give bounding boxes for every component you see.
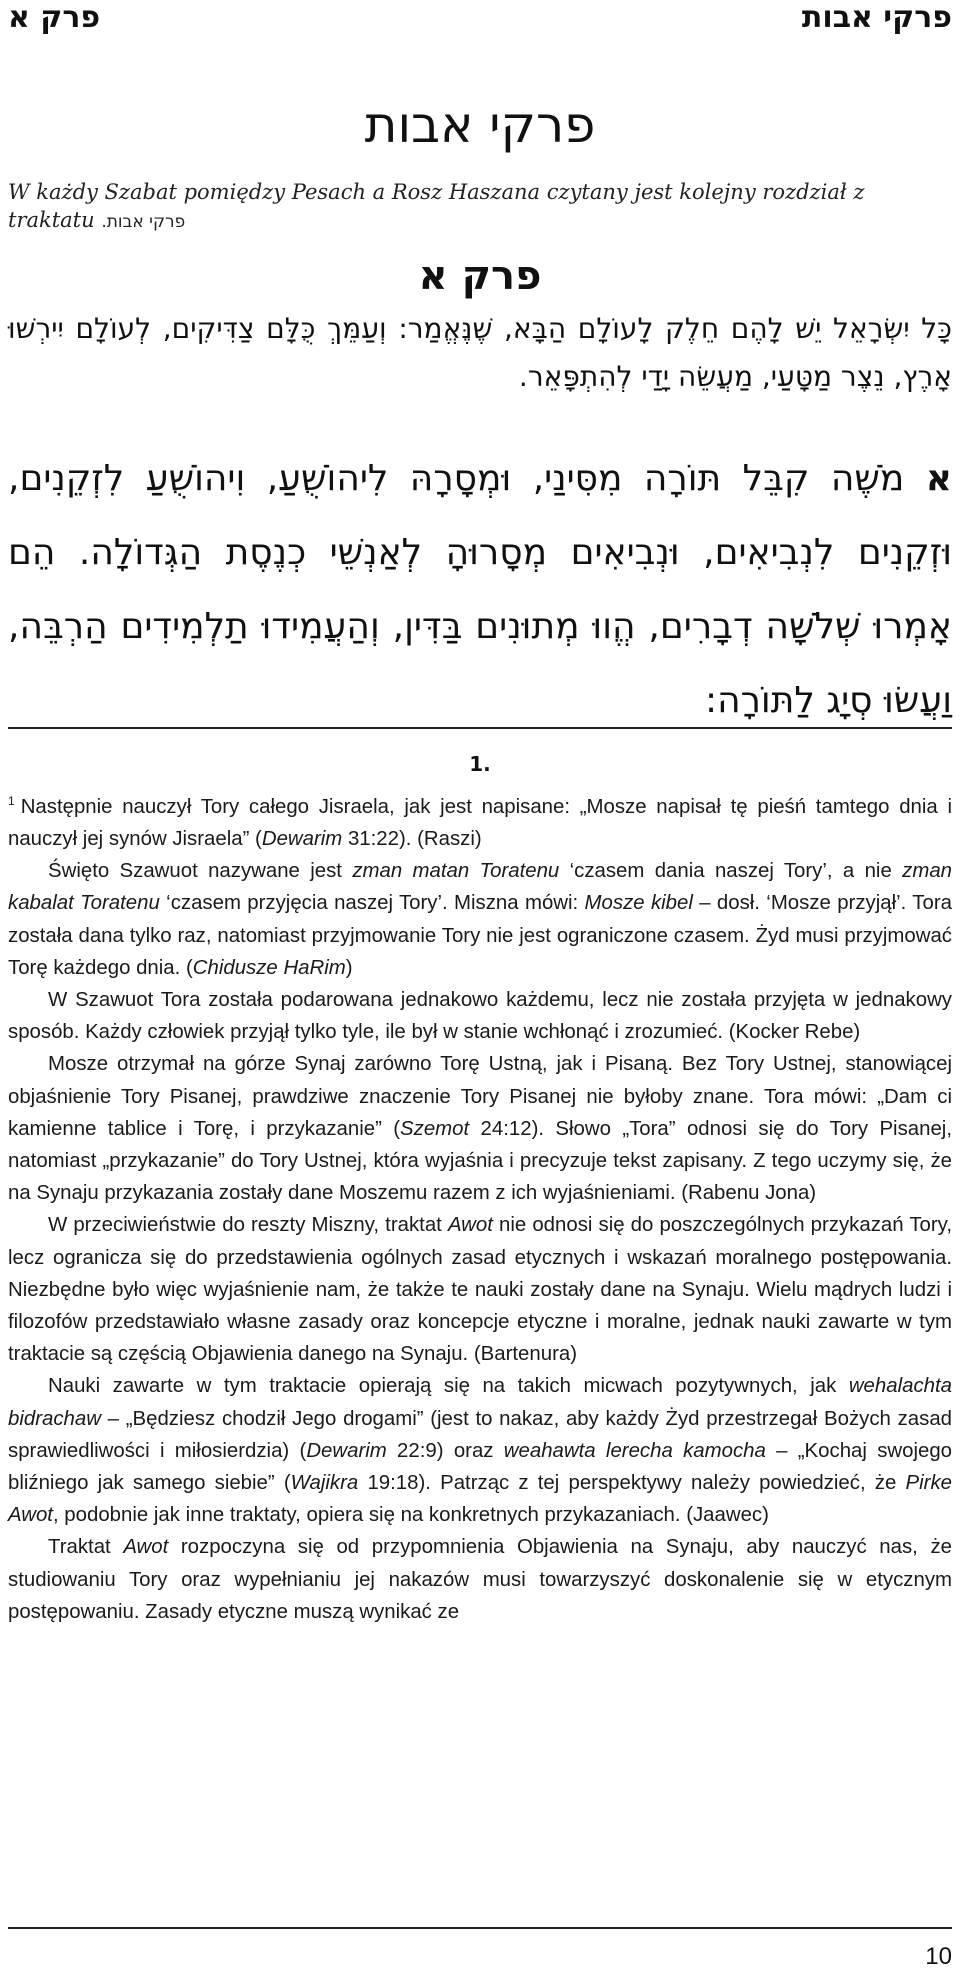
commentary-text: 31:22). (Raszi) [342, 828, 482, 850]
term: zman matan Toratenu [352, 860, 560, 883]
intro-note [8, 178, 952, 236]
commentary-paragraph [8, 1370, 952, 1531]
citation: Wajikra [290, 1472, 359, 1495]
running-head [8, 0, 952, 40]
term: zman kabalat Toratenu [8, 860, 953, 915]
hebrew-intro-text: כָּל יִשְׂרָאֵל יֵשׁ לָהֶם חֵלֶק לָעוֹלָם הַבָּא, שֶׁנֶּאֱמַר: וְעַמֵּךְ כֻּלָּם צַדִּיקִים, לְעוֹלָם יִירְשׁוּ אָרֶץ, נֵצֶר מַטָּעַי, מַעֲשֵׂה יָדַי לְהִתְפָּאֵר. [8, 312, 952, 393]
commentary-text: 24:12). Słowo „Tora” odnosi się do Tory Pisanej, natomiast „przykazanie” do Tory Ustnej, która wyjaśnia i precyzuje tekst zapisany. Z tego uczymy się, że na Synaju przykazania zostały dane Moszemu razem z ich wyjaśnieniami. (Rabenu Jona) [8, 1117, 952, 1205]
term: Awot [447, 1214, 493, 1237]
footnote-number: 1. [469, 752, 491, 776]
commentary-text: Nauki zawarte w tym traktacie opierają się na takich micwach pozytywnych, jak [48, 1375, 849, 1398]
commentary [8, 785, 952, 1628]
commentary-text: – dosł. ‘Mosze przyjął’. Tora została dana tylko raz, natomiast przyjmowanie Tory nie jest ograniczone czasem. Żyd musi przyjmować Torę każdego dnia. ( [8, 892, 952, 979]
term: Mosze kibel [584, 892, 693, 915]
footnote-marker: 1 [8, 794, 15, 808]
commentary-text: rozpoczyna się od przypomnienia Objawienia na Synaju, aby nauczyć nas, że studiowaniu Tory oraz wypełnianiu jej nakazów musi towarzyszyć doskonalenie się w etycznym postępowaniu. Zasady etyczne muszą wynikać ze [8, 1536, 952, 1623]
commentary-paragraph [8, 855, 952, 984]
mishna-body: מֹשֶׁה קִבֵּל תּוֹרָה מִסִּינַי, וּמְסָרָהּ לִיהוֹשֻׁעַ, וִיהוֹשֻׁעַ לִזְקֵנִים, וּזְקֵנִים לִנְבִיאִים, וּנְבִיאִים מְסָרוּהָ לְאַנְשֵׁי כְנֶסֶת הַגְּדוֹלָה. הֵם אָמְרוּ שְׁלֹשָׁה דְבָרִים, הֱווּ מְתוּנִים בַּדִּין, וְהַעֲמִידוּ תַלְמִידִים הַרְבֵּה, וַעֲשׂוּ סְיָג לַתּוֹרָה: [8, 458, 952, 721]
section-divider [8, 727, 952, 729]
commentary-text: , podobnie jak inne traktaty, opiera się na konkretnych przykazaniach. (Jaawec) [52, 1504, 769, 1527]
commentary-text: – „Kochaj swojego bliźniego jak samego siebie” ( [8, 1439, 953, 1495]
commentary-text: – „Będziesz chodził Jego drogami” (jest to nakaz, aby każdy Żyd przestrzegał Bożych zasad sprawiedliwości i miłosierdzia) ( [8, 1407, 952, 1462]
citation: Dewarim [261, 828, 343, 850]
commentary-text: Traktat [48, 1536, 124, 1559]
commentary-text: W przeciwieństwie do reszty Miszny, traktat [48, 1214, 448, 1237]
mishna-number: א [925, 458, 952, 499]
running-head-title: פרקי אבות [801, 0, 952, 35]
intro-text: W każdy Szabat pomiędzy Pesach a Rosz Haszana czytany jest kolejny rozdział z traktatu [8, 180, 865, 232]
commentary-paragraph [8, 1209, 952, 1370]
citation: Szemot [400, 1117, 470, 1140]
commentary-text: Mosze otrzymał na górze Synaj zarówno Torę Ustną, jak i Pisaną. Bez Tory Ustnej, stanowiącej objaśnienie Tory Pisanej, prawdziwe znaczenie Tory Pisanej nie byłoby znane. Tora mówi: „Dam ci kamienne tablice i Torę, i przykazanie” ( [8, 1053, 952, 1140]
page-title: פרקי אבות [364, 96, 596, 154]
commentary-text: Następnie nauczył Tory całego Jisraela, jak jest napisane: „Mosze napisał tę pieśń tamtego dnia i nauczył jej synów Jisraela” ( [8, 795, 952, 850]
intro-hebrew: פרקי אבות. [101, 212, 186, 232]
term: weahawta lerecha kamocha [503, 1439, 766, 1462]
commentary-text: ‘czasem przyjęcia naszej Tory’. Miszna mówi: [159, 892, 585, 915]
commentary-paragraph: W Szawuot Tora została podarowana jednakowo każdemu, lecz nie została przyjęta w jednakowy sposób. Każdy człowiek przyjął tylko tyle, ile był w stanie wchłonąć i zrozumieć. (Kocker Rebe) [8, 989, 952, 1044]
term: wehalachta bidrachaw [8, 1375, 952, 1430]
commentary-paragraph [8, 1048, 952, 1209]
term: Awot [123, 1536, 169, 1559]
citation: Dewarim [306, 1439, 387, 1462]
commentary-text: Święto Szawuot nazywane jest [48, 860, 353, 883]
page-number: 10 [925, 1943, 952, 1970]
citation: Chidusze HaRim [192, 956, 346, 979]
commentary-text: 22:9) oraz [386, 1439, 504, 1462]
commentary-text: nie odnosi się do poszczególnych przykazań Tory, lecz ogranicza się do przedstawienia ogólnych zasad etycznych i wskazań moralnego postępowania. Niezbędne było więc wyjaśnienie nam, że także te nauki zostały dane na Synaju. Wielu mądrych ludzi i filozofów przedstawiało własne zasady oraz koncepcje etyczne i moralne, jednak nauki zawarte w tym traktacie są częścią Objawienia danego na Synaju. (Bartenura) [8, 1214, 952, 1366]
commentary-text: 19:18). Patrząc z tej perspektywy należy powiedzieć, że [358, 1472, 906, 1495]
footer-divider [8, 1927, 952, 1929]
commentary-paragraph [8, 1531, 952, 1628]
chapter-title: פרק א [418, 253, 542, 299]
mishna-text [8, 442, 952, 738]
commentary-text: ‘czasem dania naszej Tory’, a nie [559, 860, 903, 883]
commentary-text: ) [345, 956, 353, 979]
term: Pirke Awot [8, 1472, 952, 1527]
running-head-chapter: פרק א [8, 0, 101, 35]
commentary-paragraph [8, 785, 952, 855]
